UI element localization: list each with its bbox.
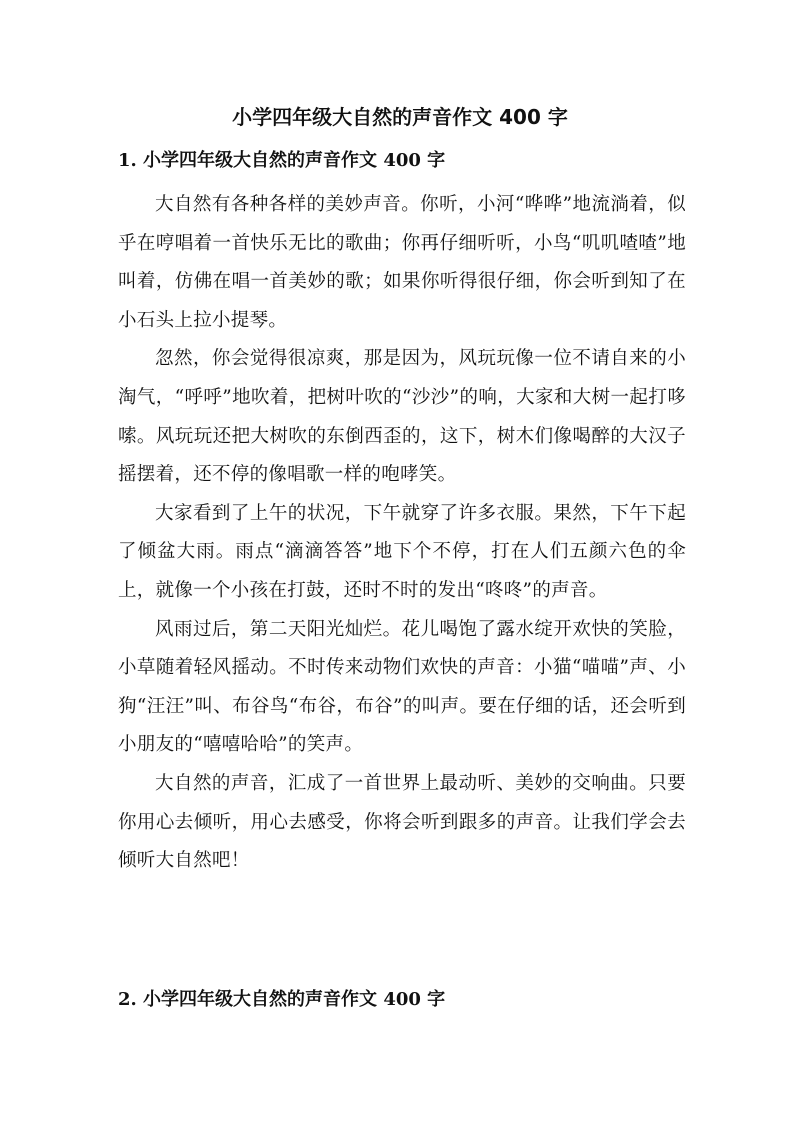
- paragraph-5: 大自然的声音，汇成了一首世界上最动听、美妙的交响曲。只要你用心去倾听，用心去感受，你将会听到跟多的声音。让我们学会去倾听大自然吧！: [118, 772, 686, 872]
- paragraph-4: 风雨过后，第二天阳光灿烂。花儿喝饱了露水绽开欢快的笑脸，小草随着轻风摇动。不时传来动物们欢快的声音：小猫“喵喵”声、小狗“汪汪”叫、布谷鸟“布谷，布谷”的叫声。要在仔细的话，还会听到小朋友的“嘻嘻哈哈”的笑声。: [118, 618, 686, 756]
- paragraph-2: 忽然，你会觉得很凉爽，那是因为，风玩玩像一位不请自来的小淘气，“呼呼”地吹着，把树叶吹的“沙沙”的响，大家和大树一起打哆嗦。风玩玩还把大树吹的东倒西歪的，这下，树木们像喝醉的大汉子摇摆着，还不停的像唱歌一样的咆哮笑。: [118, 348, 686, 486]
- section-heading-2: 2. 小学四年级大自然的声音作文 400 字: [118, 989, 446, 1010]
- paragraph-1: 大自然有各种各样的美妙声音。你听，小河“哗哗”地流淌着，似乎在哼唱着一首快乐无比的歌曲；你再仔细听听，小鸟“叽叽喳喳”地叫着，仿佛在唱一首美妙的歌；如果你听得很仔细，你会听到知了在小石头上拉小提琴。: [118, 194, 686, 331]
- section-heading-1: 1. 小学四年级大自然的声音作文 400 字: [118, 150, 446, 171]
- paragraph-3: 大家看到了上午的状况，下午就穿了许多衣服。果然，下午下起了倾盆大雨。雨点“滴滴答答”地下个不停，打在人们五颜六色的伞上，就像一个小孩在打鼓，还时不时的发出“咚咚”的声音。: [118, 502, 686, 601]
- page-title: 小学四年级大自然的声音作文 400 字: [232, 105, 568, 129]
- essay-body: [118, 186, 686, 881]
